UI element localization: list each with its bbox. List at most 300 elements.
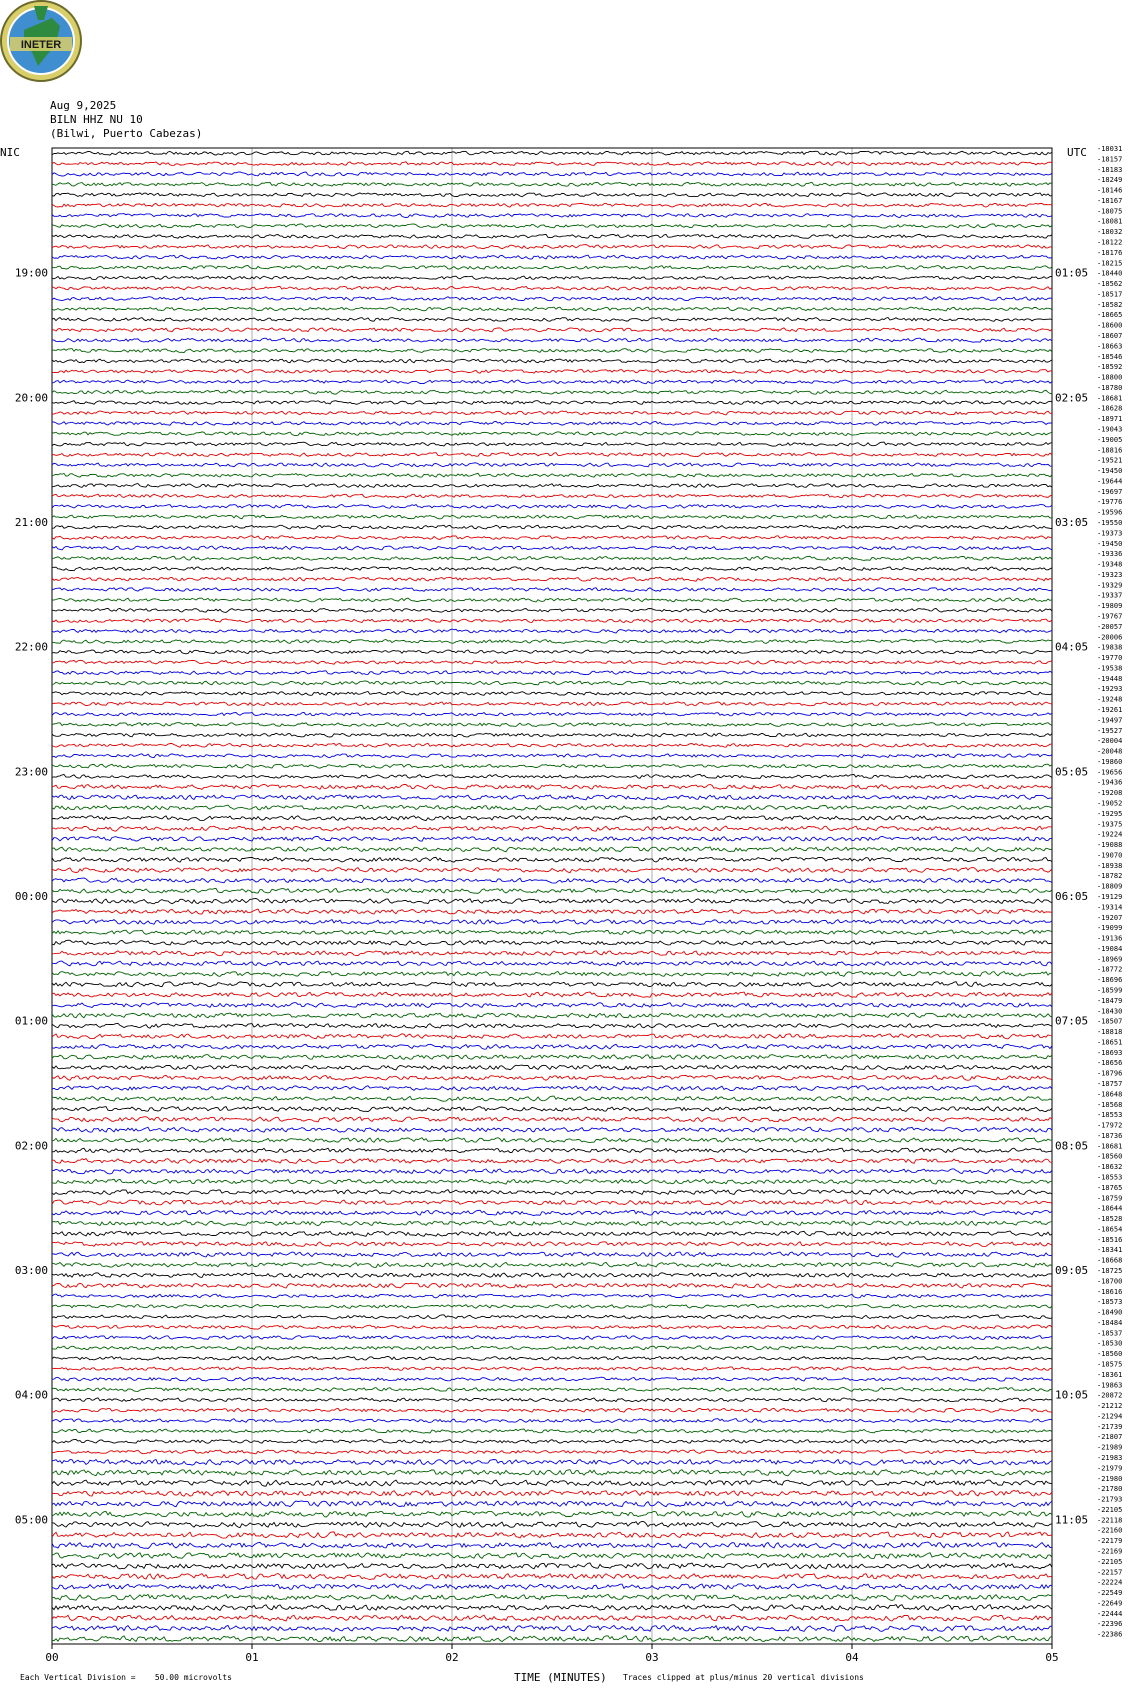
seismic-trace: [52, 369, 1052, 373]
seismic-trace: [52, 172, 1052, 176]
trace-offset-label: -19375: [1097, 820, 1123, 829]
trace-offset-label: -19070: [1097, 851, 1123, 860]
logo-text: INETER: [20, 39, 62, 51]
trace-offset-label: -20004: [1097, 737, 1123, 746]
seismic-trace: [52, 1626, 1052, 1632]
seismic-trace: [52, 515, 1052, 519]
trace-offset-label: -21980: [1097, 1474, 1123, 1483]
seismic-trace: [52, 1440, 1052, 1444]
trace-offset-label: -18592: [1097, 363, 1123, 372]
trace-offset-label: -18607: [1097, 332, 1123, 340]
seismic-trace: [52, 1480, 1052, 1486]
seismic-trace: [52, 660, 1052, 664]
trace-offset-label: -18440: [1097, 269, 1123, 278]
seismic-trace: [52, 836, 1052, 841]
left-hour-label: 03:00: [14, 1264, 48, 1277]
right-hour-label: 09:05: [1055, 1264, 1089, 1277]
left-hour-label: 21:00: [14, 516, 48, 529]
seismic-trace: [52, 1522, 1052, 1528]
trace-offset-label: -19136: [1097, 934, 1123, 943]
seismic-trace: [52, 1107, 1052, 1112]
seismic-trace: [52, 536, 1052, 540]
trace-offset-label: -18573: [1097, 1298, 1123, 1307]
trace-offset-label: -18628: [1097, 404, 1123, 413]
right-hour-label: 10:05: [1055, 1388, 1089, 1402]
seismic-trace: [52, 857, 1052, 862]
trace-offset-label: -22549: [1097, 1589, 1123, 1598]
trace-offset-label: -18553: [1097, 1173, 1123, 1182]
trace-offset-label: -19863: [1097, 1381, 1123, 1390]
seismic-trace: [52, 1294, 1052, 1298]
seismic-trace: [52, 556, 1052, 560]
trace-offset-label: -18490: [1097, 1308, 1123, 1317]
seismic-trace: [52, 1252, 1052, 1257]
seismic-trace: [52, 681, 1052, 685]
trace-offset-label: -18632: [1097, 1163, 1123, 1172]
seismic-trace: [52, 1055, 1052, 1060]
trace-offset-label: -19767: [1097, 612, 1123, 621]
right-hour-label: 07:05: [1055, 1014, 1089, 1028]
seismic-trace: [52, 1377, 1052, 1381]
left-hour-label: 00:00: [14, 890, 48, 903]
seismic-trace: [52, 203, 1052, 207]
trace-offset-label: -18757: [1097, 1080, 1123, 1088]
trace-offset-label: -18568: [1097, 1100, 1123, 1109]
trace-offset-label: -18765: [1097, 1183, 1123, 1192]
trace-offset-label: -22386: [1097, 1630, 1123, 1639]
seismic-trace: [52, 1003, 1052, 1008]
left-hour-label: 01:00: [14, 1014, 48, 1028]
left-hour-label: 19:00: [14, 266, 48, 280]
seismic-trace: [52, 1388, 1052, 1392]
trace-offset-label: -18430: [1097, 1007, 1123, 1016]
trace-offset-label: -19436: [1097, 778, 1123, 787]
seismic-trace: [52, 899, 1052, 904]
trace-offset-label: -18183: [1097, 165, 1123, 174]
trace-offset-label: -21780: [1097, 1485, 1123, 1494]
trace-offset-label: -18725: [1097, 1267, 1123, 1275]
x-tick-label: 01: [245, 1651, 259, 1664]
seismic-trace: [52, 1210, 1052, 1215]
trace-offset-label: -19293: [1097, 685, 1123, 694]
trace-offset-label: -18479: [1097, 996, 1123, 1005]
trace-offset-label: -19656: [1097, 768, 1123, 777]
trace-offset-label: -19697: [1097, 487, 1123, 496]
seismic-trace: [52, 307, 1052, 311]
trace-offset-label: -19261: [1097, 706, 1123, 714]
trace-offset-label: -18772: [1097, 965, 1123, 974]
trace-offset-label: -18081: [1097, 217, 1123, 226]
seismic-trace: [52, 1013, 1052, 1018]
trace-offset-label: -18249: [1097, 176, 1123, 185]
seismic-trace: [52, 1231, 1052, 1236]
seismic-trace: [52, 1065, 1052, 1070]
seismic-trace: [52, 754, 1052, 758]
seismic-trace: [52, 1429, 1052, 1433]
trace-offset-label: -21979: [1097, 1464, 1123, 1473]
seismic-trace: [52, 1459, 1052, 1465]
x-axis-title: TIME (MINUTES): [514, 1671, 607, 1684]
seismic-trace: [52, 504, 1052, 508]
trace-offset-label: -22105: [1097, 1505, 1123, 1514]
seismic-trace: [52, 1356, 1052, 1360]
trace-offset-label: -19770: [1097, 654, 1123, 663]
seismic-trace: [52, 1023, 1052, 1028]
seismic-trace: [52, 992, 1052, 997]
seismic-trace: [52, 888, 1052, 893]
seismic-trace: [52, 1346, 1052, 1350]
trace-offset-label: -21807: [1097, 1433, 1123, 1442]
trace-offset-label: -22224: [1097, 1578, 1123, 1587]
trace-offset-label: -22118: [1097, 1516, 1123, 1525]
trace-group: [52, 151, 1052, 1641]
trace-offset-label: -19314: [1097, 903, 1123, 912]
seismic-trace: [52, 629, 1052, 633]
trace-offset-label: -19207: [1097, 913, 1123, 922]
trace-offset-label: -19005: [1097, 435, 1123, 444]
seismic-trace: [52, 608, 1052, 612]
seismic-trace: [52, 1283, 1052, 1288]
trace-offset-label: -19088: [1097, 841, 1123, 850]
trace-offset-label: -19596: [1097, 508, 1123, 517]
seismic-trace: [52, 1563, 1052, 1569]
seismic-trace: [52, 255, 1052, 259]
seismic-trace: [52, 588, 1052, 592]
seismic-trace: [52, 847, 1052, 852]
left-timezone-label: NIC: [0, 146, 20, 159]
trace-offset-label: -18146: [1097, 186, 1123, 195]
seismic-trace: [52, 442, 1052, 446]
trace-offset-label: -19550: [1097, 519, 1123, 527]
trace-offset-label: -18075: [1097, 207, 1123, 216]
trace-offset-label: -18681: [1097, 1142, 1123, 1151]
trace-offset-label: -18782: [1097, 872, 1123, 881]
trace-offset-label: -20872: [1097, 1391, 1123, 1400]
trace-offset-label: -18818: [1097, 1028, 1123, 1037]
seismic-trace: [52, 338, 1052, 342]
x-tick-label: 05: [1045, 1651, 1059, 1664]
seismic-trace: [52, 162, 1052, 166]
trace-offset-label: -18484: [1097, 1318, 1123, 1327]
left-hour-label: 02:00: [14, 1139, 48, 1153]
trace-offset-label: -19450: [1097, 539, 1123, 548]
seismic-trace: [52, 723, 1052, 727]
trace-offset-label: -19337: [1097, 591, 1123, 600]
seismic-trace: [52, 494, 1052, 498]
x-tick-label: 04: [845, 1651, 859, 1664]
trace-offset-label: -18361: [1097, 1370, 1123, 1379]
trace-offset-label: -19860: [1097, 757, 1123, 766]
seismic-trace: [52, 878, 1052, 883]
seismic-trace: [52, 733, 1052, 737]
trace-offset-label: -19129: [1097, 893, 1123, 901]
left-hour-label: 05:00: [14, 1513, 48, 1527]
station-label: BILN HHZ NU 10: [50, 113, 143, 126]
seismic-trace: [52, 401, 1052, 405]
trace-offset-label: -18796: [1097, 1069, 1123, 1078]
seismic-trace: [52, 1200, 1052, 1205]
seismic-trace: [52, 380, 1052, 384]
trace-offset-label: -18693: [1097, 1048, 1123, 1057]
seismic-trace: [52, 1615, 1052, 1621]
seismic-trace: [52, 816, 1052, 821]
trace-offset-label: -18507: [1097, 1017, 1123, 1026]
seismic-trace: [52, 349, 1052, 353]
trace-offset-label: -18800: [1097, 373, 1123, 382]
trace-offset-label: -18654: [1097, 1225, 1123, 1234]
seismic-trace: [52, 1398, 1052, 1402]
seismic-trace: [52, 1574, 1052, 1580]
trace-offset-label: -18938: [1097, 861, 1123, 870]
x-tick-label: 00: [45, 1651, 59, 1664]
seismic-trace: [52, 909, 1052, 914]
trace-offset-label: -18530: [1097, 1339, 1123, 1348]
trace-offset-label: -20048: [1097, 747, 1123, 756]
trace-offset-label: -19323: [1097, 570, 1123, 579]
seismic-trace: [52, 826, 1052, 831]
trace-offset-label: -18122: [1097, 238, 1123, 247]
seismic-trace: [52, 224, 1052, 228]
seismic-trace: [52, 1262, 1052, 1267]
trace-offset-label: -19336: [1097, 550, 1123, 559]
seismic-trace: [52, 764, 1052, 768]
seismic-trace: [52, 1044, 1052, 1049]
seismic-trace: [52, 940, 1052, 945]
seismic-trace: [52, 961, 1052, 966]
trace-offset-label: -18157: [1097, 155, 1123, 164]
right-hour-label: 04:05: [1055, 640, 1089, 654]
trace-offset-label: -18644: [1097, 1204, 1123, 1213]
seismic-trace: [52, 1096, 1052, 1101]
seismic-trace: [52, 1127, 1052, 1132]
trace-offset-label: -18971: [1097, 415, 1123, 424]
trace-offset-label: -21989: [1097, 1443, 1123, 1452]
left-hour-label: 04:00: [14, 1388, 48, 1402]
seismic-trace: [52, 151, 1052, 155]
trace-offset-label: -18696: [1097, 976, 1123, 985]
seismic-trace: [52, 1325, 1052, 1329]
seismic-trace: [52, 1273, 1052, 1278]
trace-offset-label: -19644: [1097, 477, 1123, 486]
right-timezone-label: UTC: [1067, 146, 1087, 159]
trace-offset-label: -22157: [1097, 1568, 1123, 1577]
x-tick-label: 02: [445, 1651, 459, 1664]
right-hour-label: 05:05: [1055, 765, 1089, 779]
right-hour-label: 02:05: [1055, 391, 1089, 405]
seismic-trace: [52, 1138, 1052, 1143]
seismic-trace: [52, 640, 1052, 644]
seismic-trace: [52, 805, 1052, 810]
trace-offset-label: -18969: [1097, 955, 1123, 964]
seismic-trace: [52, 525, 1052, 529]
right-hour-label: 01:05: [1055, 266, 1089, 280]
trace-offset-label: -18780: [1097, 383, 1123, 392]
trace-offset-label: -18600: [1097, 321, 1123, 330]
trace-offset-label: -18517: [1097, 290, 1123, 299]
trace-offset-label: -21294: [1097, 1412, 1123, 1421]
seismic-trace: [52, 463, 1052, 467]
seismic-trace: [52, 930, 1052, 935]
trace-offset-label: -18809: [1097, 882, 1123, 891]
seismic-trace: [52, 702, 1052, 706]
trace-offset-label: -18167: [1097, 196, 1123, 205]
trace-offset-label: -22396: [1097, 1620, 1123, 1629]
seismic-trace: [52, 411, 1052, 415]
left-hour-label: 20:00: [14, 391, 48, 405]
trace-offset-label: -22444: [1097, 1609, 1123, 1618]
seismic-trace: [52, 619, 1052, 623]
trace-offset-label: -19208: [1097, 789, 1123, 798]
seismic-trace: [52, 214, 1052, 218]
trace-offset-label: -21739: [1097, 1422, 1123, 1431]
trace-offset-label: -18681: [1097, 394, 1123, 403]
trace-offset-label: -22169: [1097, 1547, 1123, 1556]
seismic-trace: [52, 1450, 1052, 1454]
trace-offset-label: -19373: [1097, 529, 1123, 538]
seismic-trace: [52, 671, 1052, 675]
trace-offset-label: -22160: [1097, 1526, 1123, 1535]
seismic-trace: [52, 286, 1052, 290]
right-hour-label: 11:05: [1055, 1513, 1089, 1527]
trace-offset-label: -18537: [1097, 1329, 1123, 1338]
seismic-trace: [52, 1553, 1052, 1559]
seismic-trace: [52, 1470, 1052, 1476]
trace-offset-label: -18032: [1097, 228, 1123, 237]
seismic-trace: [52, 1408, 1052, 1412]
seismic-trace: [52, 1148, 1052, 1153]
seismic-trace: [52, 712, 1052, 716]
seismic-trace: [52, 1169, 1052, 1174]
trace-offset-label: -22179: [1097, 1537, 1123, 1546]
seismic-trace: [52, 266, 1052, 270]
trace-offset-label: -19450: [1097, 467, 1123, 476]
trace-offset-label: -19809: [1097, 602, 1123, 611]
seismic-trace: [52, 743, 1052, 747]
left-hour-label: 23:00: [14, 765, 48, 779]
seismic-trace: [52, 951, 1052, 956]
seismic-trace: [52, 1594, 1052, 1600]
trace-offset-label: -19295: [1097, 809, 1123, 818]
trace-offset-label: -18656: [1097, 1059, 1123, 1068]
seismic-trace: [52, 650, 1052, 654]
trace-offset-label: -19224: [1097, 830, 1123, 839]
trace-offset-label: -18582: [1097, 300, 1123, 309]
trace-offset-label: -21983: [1097, 1454, 1123, 1462]
trace-offset-label: -18668: [1097, 1256, 1123, 1265]
seismic-trace: [52, 1221, 1052, 1226]
seismic-trace: [52, 390, 1052, 394]
trace-offset-label: -18546: [1097, 352, 1123, 361]
seismic-trace: [52, 1419, 1052, 1423]
seismic-trace: [52, 1532, 1052, 1538]
trace-offset-label: -19043: [1097, 425, 1123, 434]
seismic-trace: [52, 328, 1052, 332]
trace-offset-label: -19248: [1097, 695, 1123, 704]
seismic-trace: [52, 1490, 1052, 1496]
seismic-trace: [52, 1605, 1052, 1611]
trace-offset-label: -18651: [1097, 1038, 1123, 1047]
seismic-trace: [52, 774, 1052, 778]
trace-offset-label: -18648: [1097, 1090, 1123, 1099]
right-hour-label: 06:05: [1055, 890, 1089, 903]
location-label: (Bilwi, Puerto Cabezas): [50, 127, 203, 140]
axis-labels: [0, 145, 1122, 1664]
scale-note: Each Vertical Division = 50.00 microvolts: [20, 1673, 232, 1682]
seismic-trace: [52, 1542, 1052, 1548]
time-gridlines: [52, 148, 1052, 1649]
trace-offset-label: -18341: [1097, 1246, 1123, 1255]
trace-offset-label: -21212: [1097, 1402, 1123, 1411]
trace-offset-label: -18176: [1097, 248, 1123, 257]
seismic-trace: [52, 1190, 1052, 1195]
seismic-trace: [52, 1117, 1052, 1122]
trace-offset-label: -18616: [1097, 1287, 1123, 1296]
trace-offset-label: -22105: [1097, 1557, 1123, 1566]
x-tick-label: 03: [645, 1651, 659, 1664]
seismic-trace: [52, 193, 1052, 197]
seismic-trace: [52, 1086, 1052, 1091]
seismic-trace: [52, 1159, 1052, 1164]
seismic-trace: [52, 1636, 1052, 1642]
trace-offset-label: -21793: [1097, 1495, 1123, 1504]
seismic-trace: [52, 1075, 1052, 1080]
seismic-trace: [52, 920, 1052, 925]
trace-offset-label: -19084: [1097, 944, 1123, 953]
trace-offset-label: -18516: [1097, 1235, 1123, 1244]
trace-offset-label: -19348: [1097, 560, 1123, 569]
seismic-trace: [52, 484, 1052, 488]
seismic-trace: [52, 318, 1052, 322]
seismic-trace: [52, 245, 1052, 249]
seismic-trace: [52, 421, 1052, 425]
seismic-trace: [52, 1501, 1052, 1507]
seismic-trace: [52, 1315, 1052, 1319]
trace-offset-label: -19521: [1097, 456, 1123, 465]
trace-offset-label: -19052: [1097, 799, 1123, 808]
trace-offset-label: -19329: [1097, 581, 1123, 590]
seismic-trace: [52, 598, 1052, 602]
trace-offset-label: -19527: [1097, 726, 1123, 735]
seismic-trace: [52, 297, 1052, 301]
seismic-trace: [52, 1304, 1052, 1308]
trace-offset-label: -18215: [1097, 259, 1123, 268]
trace-offset-label: -19099: [1097, 924, 1123, 933]
trace-offset-label: -18700: [1097, 1277, 1123, 1286]
trace-offset-label: -20057: [1097, 622, 1123, 631]
seismic-trace: [52, 1511, 1052, 1517]
seismic-trace: [52, 868, 1052, 873]
trace-offset-label: -19538: [1097, 664, 1123, 673]
seismic-trace: [52, 1367, 1052, 1371]
seismic-trace: [52, 234, 1052, 238]
trace-offset-label: -18031: [1097, 145, 1123, 153]
trace-offset-label: -18560: [1097, 1350, 1123, 1359]
trace-offset-label: -22649: [1097, 1599, 1123, 1608]
trace-offset-label: -17972: [1097, 1121, 1123, 1130]
trace-offset-label: -18562: [1097, 280, 1123, 289]
trace-offset-label: -18553: [1097, 1111, 1123, 1120]
trace-offset-label: -18599: [1097, 986, 1123, 995]
trace-offset-label: -19497: [1097, 716, 1123, 725]
trace-offset-label: -18663: [1097, 342, 1123, 351]
right-hour-label: 03:05: [1055, 516, 1089, 529]
trace-offset-label: -18665: [1097, 311, 1123, 320]
seismic-trace: [52, 577, 1052, 581]
trace-offset-label: -20006: [1097, 633, 1123, 642]
trace-offset-label: -18528: [1097, 1215, 1123, 1224]
seismic-trace: [52, 1584, 1052, 1590]
seismic-trace: [52, 795, 1052, 800]
